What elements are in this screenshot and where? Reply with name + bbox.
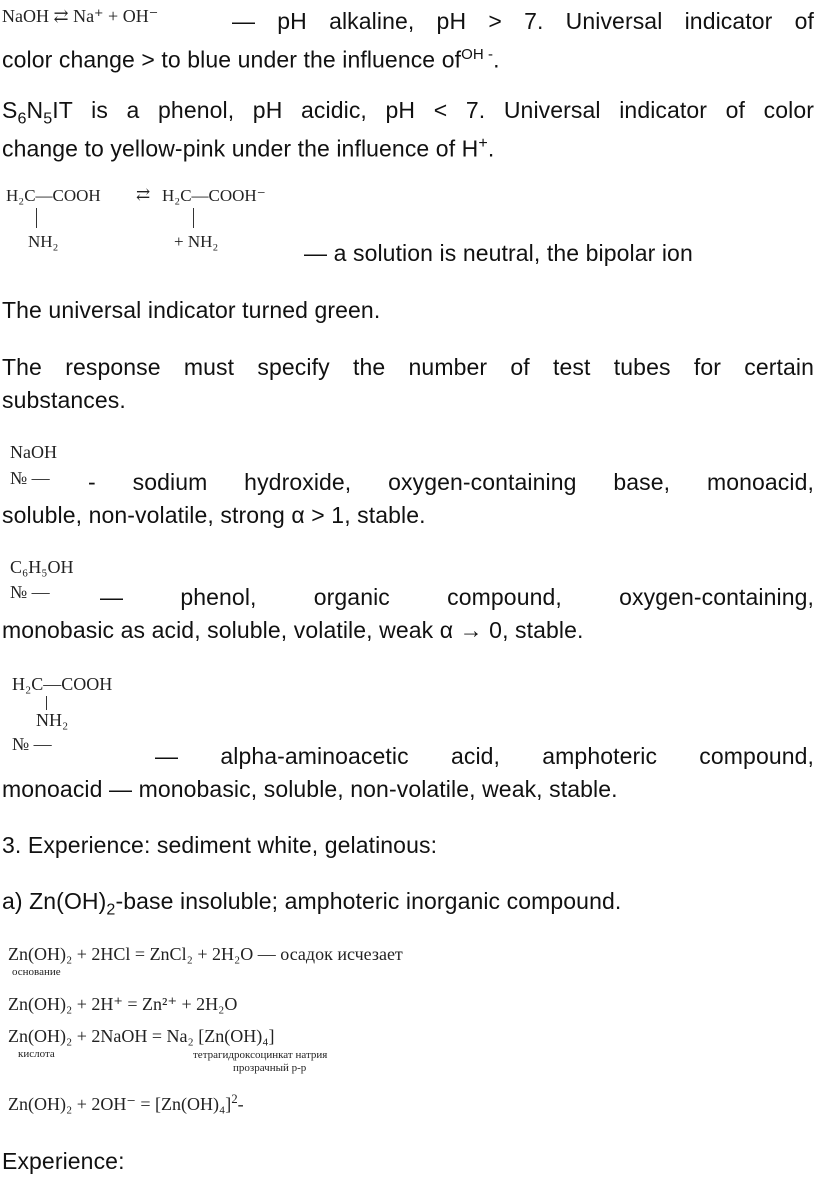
p2-line1: $S_6N_5IT$ is a phenol, pH acidic, pH < 7. Universal indicator of color	[2, 97, 814, 128]
glycine-line2: monoacid — monobasic, soluble, non-volatile, weak, stable.	[2, 776, 618, 802]
glycine-right-bond	[193, 208, 194, 228]
oh-superscript: OH -	[461, 46, 494, 63]
p4-line1: The response must specify the number of test tubes for certain	[2, 354, 814, 380]
phenol-line2: monobasic as acid, soluble, volatile, weak α → 0, stable.	[2, 617, 584, 643]
p6: a) $Zn(OH)_2$-base insoluble; amphoteric inorganic compound.	[2, 888, 622, 919]
glycine-line1: — alpha-aminoacetic acid, amphoteric compound,	[155, 743, 814, 769]
p1-line1: — pH alkaline, pH > 7. Universal indicator of	[232, 8, 814, 34]
phenol-line1: — phenol, organic compound, oxygen-containing,	[100, 584, 814, 610]
p4-line2: substances.	[2, 387, 126, 413]
p3: The universal indicator turned green.	[2, 297, 381, 323]
zn-eq4: $Zn(OH)_2 + 2OH^- = [Zn(OH)_4]^2-$	[8, 1092, 244, 1114]
p7: Experience:	[2, 1148, 125, 1174]
zinc-hydroxide-equations	[8, 944, 568, 1124]
zn-eq3: Zn(OH)₂ + 2NaOH = Na₂ [Zn(OH)₄]	[8, 1026, 275, 1046]
zn-eq2: Zn(OH)₂ + 2H⁺ = Zn²⁺ + 2H₂O	[8, 994, 238, 1014]
zn-eq3-note-left: кислота	[18, 1048, 55, 1060]
p2-line2: change to yellow-pink under the influence of H+.	[2, 134, 495, 162]
zn-eq3-note-right1: тетрагидроксоцинкат натрия	[193, 1049, 328, 1061]
glycine-bond	[46, 696, 47, 710]
zn-eq3-note-right2: прозрачный р-р	[233, 1062, 307, 1074]
glycine-eq-caption: — a solution is neutral, the bipolar ion	[304, 240, 693, 266]
glycine-equilibrium: H₂C—COOH ⇄ H₂C—COOH⁻ NH₂ + NH₂	[6, 185, 266, 251]
zn-eq1: Zn(OH)₂ + 2HCl = ZnCl₂ + 2H₂O — осадок исчезает	[8, 944, 403, 964]
p5: 3. Experience: sediment white, gelatinous:	[2, 832, 438, 858]
naoh-line2: soluble, non-volatile, strong α > 1, stable.	[2, 502, 426, 528]
p1-line2: color change > to blue under the influence $of^{OH -}$.	[2, 46, 500, 73]
glycine-left-bond	[36, 208, 37, 228]
glycine-tube-label: H₂C—COOH NH₂ № —	[12, 674, 113, 754]
naoh-line1: - sodium hydroxide, oxygen-containing base, monoacid,	[88, 469, 814, 495]
zn-eq1-note: основание	[12, 966, 61, 978]
